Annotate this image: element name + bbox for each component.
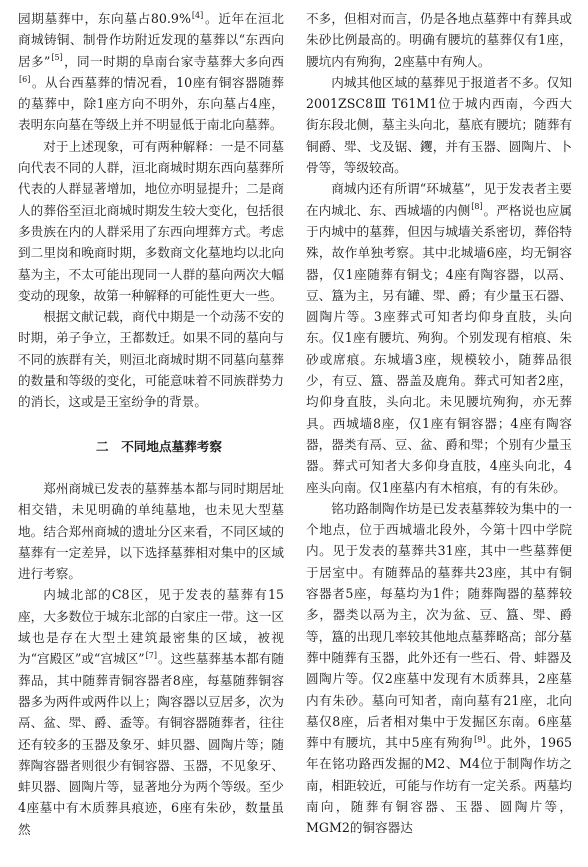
paragraph: 根据文献记载，商代中期是一个动荡不安的时期，弟子争立，王都数迁。如果不同的墓向与不同的族群有关，则洹北商城时期不同墓向墓葬的数量和等级的变化，可能意味着不同族群势力的消长，这或是王室纷争的背景。 bbox=[18, 309, 284, 410]
citation-ref[interactable]: [8] bbox=[471, 202, 483, 212]
paragraph bbox=[306, 498, 572, 839]
text-run: 。此外，1965年在铭功路西发掘的M2、M4位于制陶作坊之南，相距较近，可能与作坊有一定关系。两墓均南向，随葬有铜容器、玉器、圆陶片等，MGM2的铜容器达 bbox=[306, 735, 572, 836]
paragraph: 内城其他区域的墓葬见于报道者不多。仅知2001ZSC8Ⅲ T61M1位于城内西南，今西大街东段北侧，墓主头向北，墓底有腰坑；随葬有铜爵、斝、戈及锯、钁，并有玉器、圆陶片、卜骨等，等级较高。 bbox=[306, 74, 572, 176]
text-run: 商城内还有所谓“环城墓”，见于发表者主要在内城北、东、西城墙的内侧 bbox=[306, 181, 572, 218]
paragraph bbox=[18, 8, 284, 136]
citation-ref[interactable]: [9] bbox=[474, 734, 486, 744]
text-run: 园期墓葬中，东向墓占80.9% bbox=[18, 11, 191, 26]
paragraph: 对于上述现象，可有两种解释：一是不同墓向代表不同的人群，洹北商城时期东西向墓葬所代表的人群显著增加，地位亦明显提升；二是商人的葬俗至洹北商城时期发生较大变化，包括很多贵族在内的人群采用了东西向埋葬方式。考虑到二里岗和晚商时期，多数商文化墓地均以北向墓为主，不太可能出现同一人群的墓向两次大幅变动的现象，故第一种解释的可能性更大一些。 bbox=[18, 138, 284, 303]
text-run: 。近年在洹北商城铸铜、制骨作坊附近发现的墓葬以“东西向居多” bbox=[18, 11, 285, 69]
text-run: 铭功路制陶作坊是已发表墓葬较为集中的一个地点，位于西城墙北段外，今第十四中学院内。见于发表的墓葬共31座，其中一些墓葬便于居室中。有随葬品的墓葬共23座，其中有铜容器者5座，每墓均为1件；随葬陶器的墓葬较多，器类以鬲为主，次为盆、豆、簋、斝、爵等，簋的出现几率较其他地点墓葬略高；部分墓葬中随葬有玉器，此外还有一些石、骨、蚌器及圆陶片等。仅2座墓中发现有木质葬具，2座墓内有朱砂。墓向可知者，南向墓有21座，北向墓仅8座，后者相对集中于发掘区东南。6座墓葬中有腰坑，其中5座有殉狗 bbox=[306, 500, 572, 751]
text-run: ，同一时期的阜南台家寺墓葬大多向西 bbox=[63, 53, 284, 69]
left-column bbox=[18, 8, 284, 840]
text-run: 。严格说也应属于内城中的墓葬，但因与城墙关系密切，葬俗特殊，故作单独考察。其中北城墙6座，均无铜容器，仅1座随葬有铜戈；4座有陶容器，以鬲、豆、簋为主，另有罐、斝、爵；有少量玉石器、圆陶片等。3座葬式可知者均仰身直肢，头向东。仅1座有腰坑、殉狗。个别发现有棺痕、朱砂或席痕。东城墙3座，规模较小，随葬品很少，有豆、簋、器盖及鹿角。葬式可知者2座，均仰身直肢，头向北。未见腰坑殉狗，亦无葬具。西城墙8座，仅1座有铜容器；4座有陶容器，器类有鬲、豆、盆、爵和斝；个别有少量玉器。葬式可知者大多仰身直肢，4座头向北，4座头向南。仅1座墓内有木棺痕，有的有朱砂。 bbox=[306, 202, 573, 495]
section-heading: 二 不同地点墓葬考察 bbox=[96, 438, 222, 454]
text-run: 内城北部的C8区，见于发表的墓葬有15座，大多数位于城东北部的白家庄一带。这一区域也是存在大型土建筑最密集的区域，被视为“宫殿区”或“宫城区” bbox=[18, 587, 284, 667]
text-run: 。这些墓葬基本都有随葬品，其中随葬青铜容器者8座，每墓随葬铜容器多为两件或两件以上；陶容器以豆居多，次为鬲、盆、斝、爵、盉等。有铜容器随葬者，往往还有较多的玉器及象牙、蚌贝器、圆陶片等；随葬陶容器者则很少有铜容器、玉器，不见象牙、蚌贝器、圆陶片等，显著地分为两个等级。至少4座墓中有木质葬具痕迹，6座有朱砂，数量虽然 bbox=[18, 651, 285, 837]
paragraph: 不多，但相对而言，仍是各地点墓葬中有葬具或朱砂比例最高的。明确有腰坑的墓葬仅有1座，腰坑内有殉狗，2座墓中有殉人。 bbox=[306, 11, 572, 69]
citation-ref[interactable]: [6] bbox=[19, 74, 31, 84]
text-run: 。从台西墓葬的情况看，10座有铜容器随葬的墓葬中，除1座方向不明外，东向墓占4座，表明东向墓在等级上并不明显低于南北向墓葬。 bbox=[18, 74, 284, 133]
citation-ref[interactable]: [4] bbox=[191, 10, 204, 20]
paragraph bbox=[306, 178, 572, 497]
paragraph: 郑州商城已发表的墓葬基本都与同时期居址相交错，未见明确的单纯墓地，也未见大型墓地。结合郑州商城的遗址分区来看，不同区域的墓葬有一定差异，以下选择墓葬相对集中的区域进行考察。 bbox=[18, 480, 284, 582]
citation-ref[interactable]: [7] bbox=[145, 651, 157, 661]
paragraph bbox=[18, 584, 284, 840]
right-column bbox=[306, 8, 572, 839]
citation-ref[interactable]: [5] bbox=[51, 53, 63, 63]
